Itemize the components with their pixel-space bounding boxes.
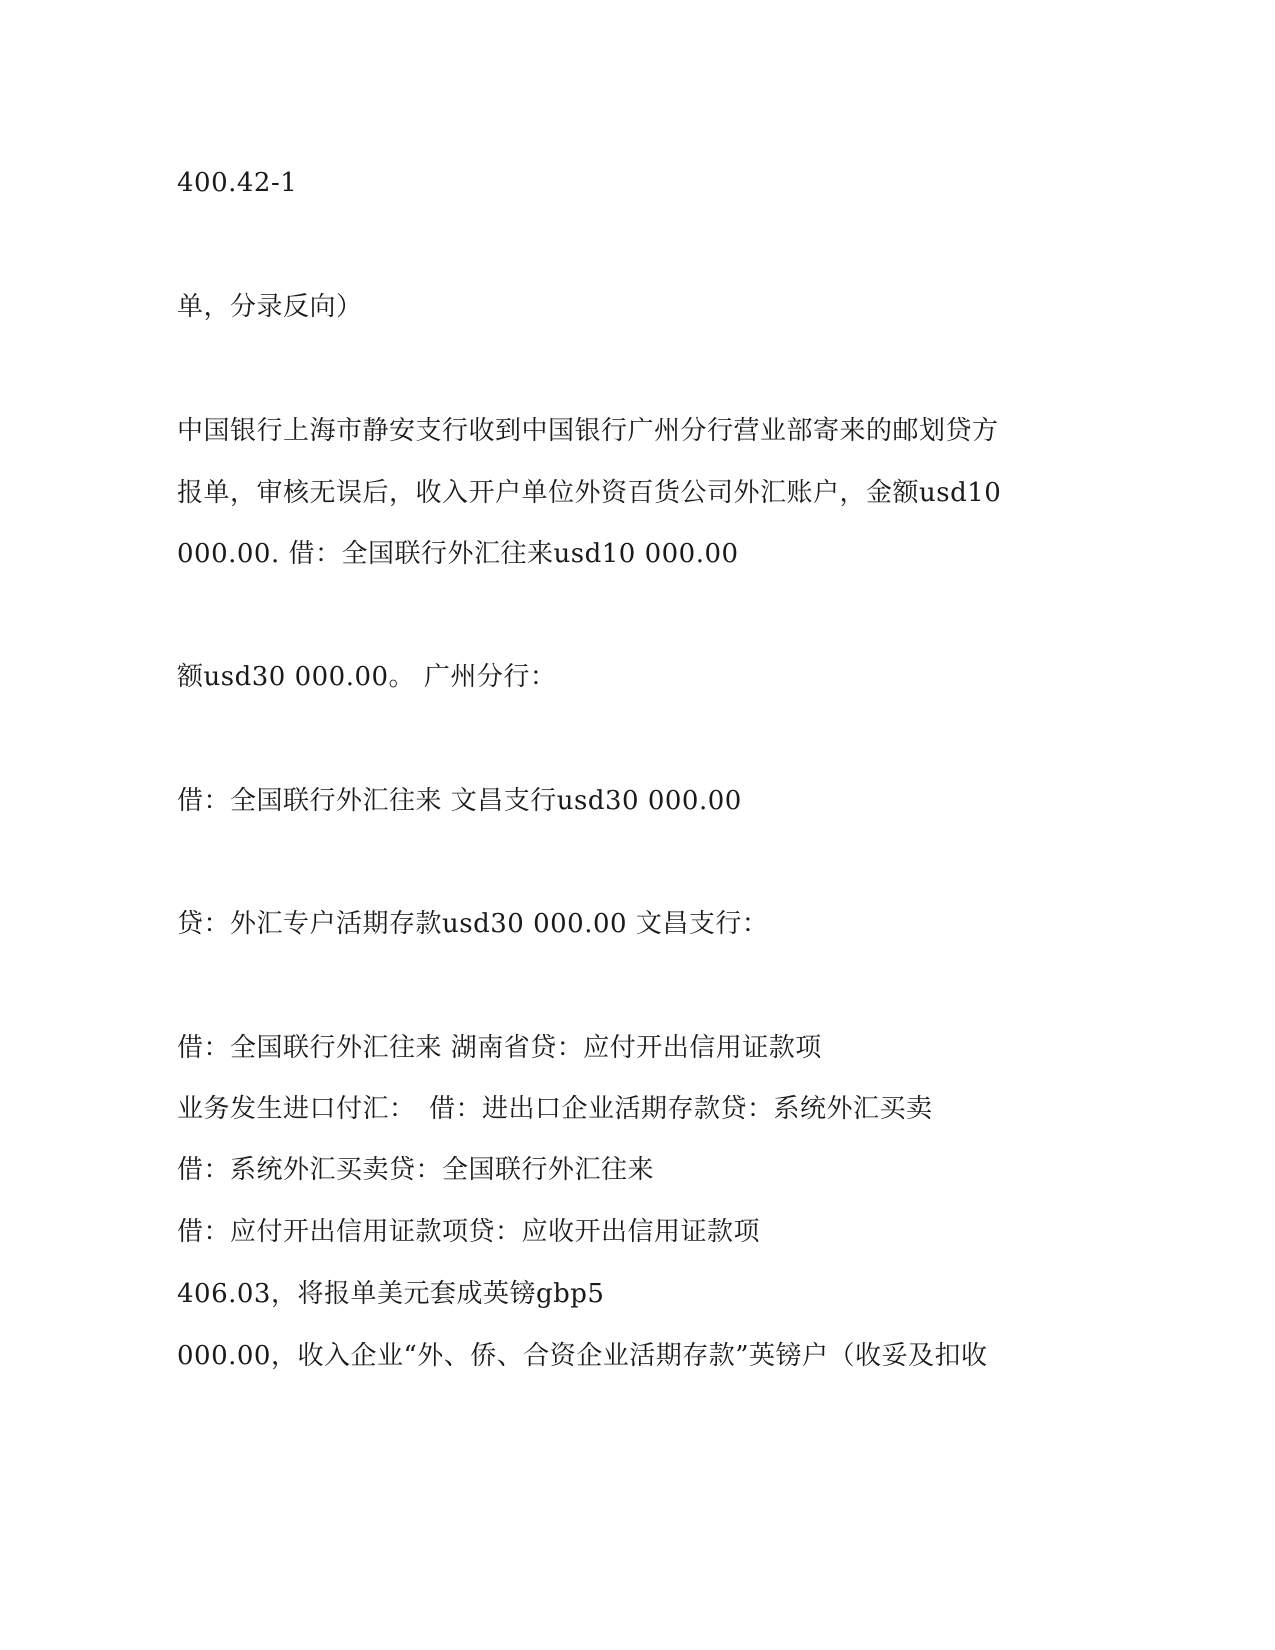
text-line-3: 中国银行上海市静安支行收到中国银行广州分行营业部寄来的邮划贷方 (177, 416, 999, 446)
text-line-7: 借：全国联行外汇往来 文昌支行usd30 000.00 (177, 786, 742, 816)
text-line-14: 000.00，收入企业“外、侨、合资企业活期存款”英镑户（收妥及扣收 (177, 1341, 988, 1371)
text-line-6: 额usd30 000.00。 广州分行： (177, 662, 557, 692)
text-line-10: 业务发生进口付汇： 借：进出口企业活期存款贷：系统外汇买卖 (177, 1094, 933, 1124)
text-line-12: 借：应付开出信用证款项贷：应收开出信用证款项 (177, 1217, 761, 1247)
text-line-13: 406.03，将报单美元套成英镑gbp5 (177, 1279, 605, 1309)
text-line-1: 400.42-1 (177, 168, 298, 198)
text-line-5: 000.00. 借：全国联行外汇往来usd10 000.00 (177, 539, 739, 569)
text-line-9: 借：全国联行外汇往来 湖南省贷：应付开出信用证款项 (177, 1033, 822, 1063)
text-line-8: 贷：外汇专户活期存款usd30 000.00 文昌支行： (177, 909, 769, 939)
text-line-2: 单，分录反向） (177, 292, 363, 322)
text-line-4: 报单，审核无误后，收入开户单位外资百货公司外汇账户，金额usd10 (177, 478, 1002, 508)
text-line-11: 借：系统外汇买卖贷：全国联行外汇往来 (177, 1155, 655, 1185)
